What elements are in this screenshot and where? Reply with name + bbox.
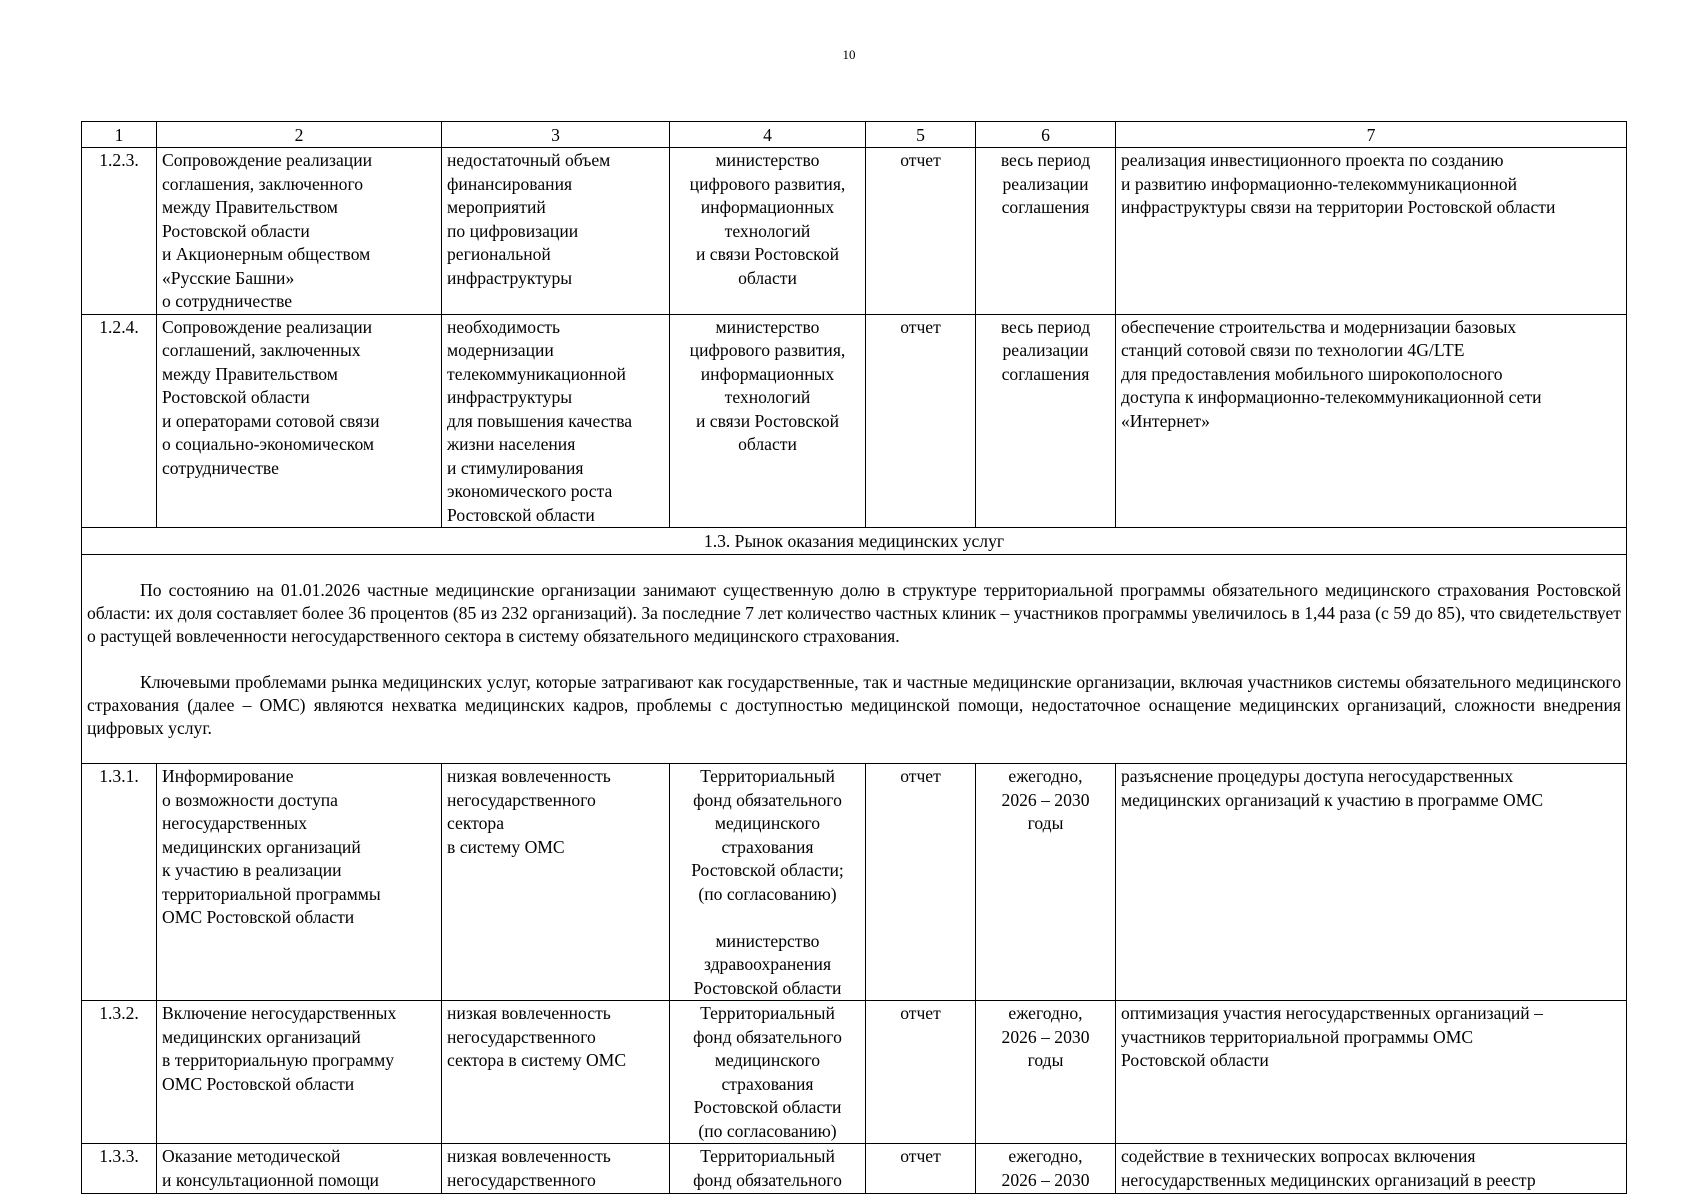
section-paragraph: Ключевыми проблемами рынка медицинских услуг, которые затрагивают как государственные, так и частные медицинские организации, включая участников системы обязательного медицинского страхования (далее – ОМС) являются нехватка медицинских кадров, проблемы с доступностью медицинской помощи, недостаточное оснащение медицинских организаций, сложности внедрения цифровых услуг. <box>87 672 1621 738</box>
section-text-row <box>82 555 1627 764</box>
column-header: 1 <box>82 122 157 148</box>
section-heading-row <box>82 528 1627 555</box>
table-row <box>82 764 1627 1001</box>
problem-description: низкая вовлеченность негосударственного <box>442 1144 670 1194</box>
column-header: 4 <box>670 122 866 148</box>
event-name: Сопровождение реализации соглашения, заключенного между Правительством Ростовской области и Акционерным обществом «Русские Башни» о сотрудничестве <box>157 148 442 315</box>
item-number: 1.2.4. <box>82 314 157 528</box>
responsible-executor: Территориальный фонд обязательного медицинского страхования Ростовской области (по согласованию) <box>670 1001 866 1144</box>
item-number: 1.3.2. <box>82 1001 157 1144</box>
event-name: Сопровождение реализации соглашений, заключенных между Правительством Ростовской области и операторами сотовой связи о социально-экономическом сотрудничестве <box>157 314 442 528</box>
completion-form: отчет <box>866 764 976 1001</box>
table-row <box>82 1001 1627 1144</box>
expected-result: разъяснение процедуры доступа негосударственных медицинских организаций к участию в программе ОМС <box>1116 764 1627 1001</box>
expected-result: обеспечение строительства и модернизации базовых станций сотовой связи по технологии 4G/LTE для предоставления мобильного широкополосного доступа к информационно-телекоммуникационной сети «Интернет» <box>1116 314 1627 528</box>
deadline: ежегодно, 2026 – 2030 годы <box>976 764 1116 1001</box>
responsible-executor: Территориальный фонд обязательного <box>670 1144 866 1194</box>
section-description <box>82 555 1627 764</box>
deadline: весь период реализации соглашения <box>976 148 1116 315</box>
problem-description: необходимость модернизации телекоммуникационной инфраструктуры для повышения качества жизни населения и стимулирования экономического роста Ростовской области <box>442 314 670 528</box>
deadline: ежегодно, 2026 – 2030 <box>976 1144 1116 1194</box>
item-number: 1.3.3. <box>82 1144 157 1194</box>
responsible-executor: министерство цифрового развития, информационных технологий и связи Ростовской области <box>670 314 866 528</box>
expected-result: оптимизация участия негосударственных организаций – участников территориальной программы ОМС Ростовской области <box>1116 1001 1627 1144</box>
completion-form: отчет <box>866 1144 976 1194</box>
column-header: 2 <box>157 122 442 148</box>
event-name: Включение негосударственных медицинских организаций в территориальную программу ОМС Ростовской области <box>157 1001 442 1144</box>
responsible-executor: Территориальный фонд обязательного медицинского страхования Ростовской области; (по согласованию) министерство здравоохранения Ростовской области <box>670 764 866 1001</box>
item-number: 1.2.3. <box>82 148 157 315</box>
deadline: весь период реализации соглашения <box>976 314 1116 528</box>
deadline: ежегодно, 2026 – 2030 годы <box>976 1001 1116 1144</box>
column-header: 6 <box>976 122 1116 148</box>
column-number-row <box>82 122 1627 148</box>
expected-result: содействие в технических вопросах включения негосударственных медицинских организаций в реестр <box>1116 1144 1627 1194</box>
item-number: 1.3.1. <box>82 764 157 1001</box>
column-header: 5 <box>866 122 976 148</box>
problem-description: недостаточный объем финансирования мероприятий по цифровизации региональной инфраструктуры <box>442 148 670 315</box>
problem-description: низкая вовлеченность негосударственного сектора в систему ОМС <box>442 764 670 1001</box>
section-title: 1.3. Рынок оказания медицинских услуг <box>82 528 1627 555</box>
column-header: 3 <box>442 122 670 148</box>
table-row <box>82 1144 1627 1194</box>
event-name: Оказание методической и консультационной помощи <box>157 1144 442 1194</box>
problem-description: низкая вовлеченность негосударственного сектора в систему ОМС <box>442 1001 670 1144</box>
measures-table <box>81 121 1627 1194</box>
table-row <box>82 148 1627 315</box>
completion-form: отчет <box>866 1001 976 1144</box>
expected-result: реализация инвестиционного проекта по созданию и развитию информационно-телекоммуникационной инфраструктуры связи на территории Ростовской области <box>1116 148 1627 315</box>
completion-form: отчет <box>866 314 976 528</box>
event-name: Информирование о возможности доступа негосударственных медицинских организаций к участию в реализации территориальной программы ОМС Ростовской области <box>157 764 442 1001</box>
table-row <box>82 314 1627 528</box>
completion-form: отчет <box>866 148 976 315</box>
section-paragraph: По состоянию на 01.01.2026 частные медицинские организации занимают существенную долю в структуре территориальной программы обязательного медицинского страхования Ростовской области: их доля составляет более 36 процентов (85 из 232 организаций). За последние 7 лет количество частных клиник – участников программы увеличилось в 1,44 раза (с 59 до 85), что свидетельствует о растущей вовлеченности негосударственного сектора в систему обязательного медицинского страхования. <box>87 580 1621 646</box>
responsible-executor: министерство цифрового развития, информационных технологий и связи Ростовской области <box>670 148 866 315</box>
column-header: 7 <box>1116 122 1627 148</box>
page-number: 10 <box>842 47 856 62</box>
